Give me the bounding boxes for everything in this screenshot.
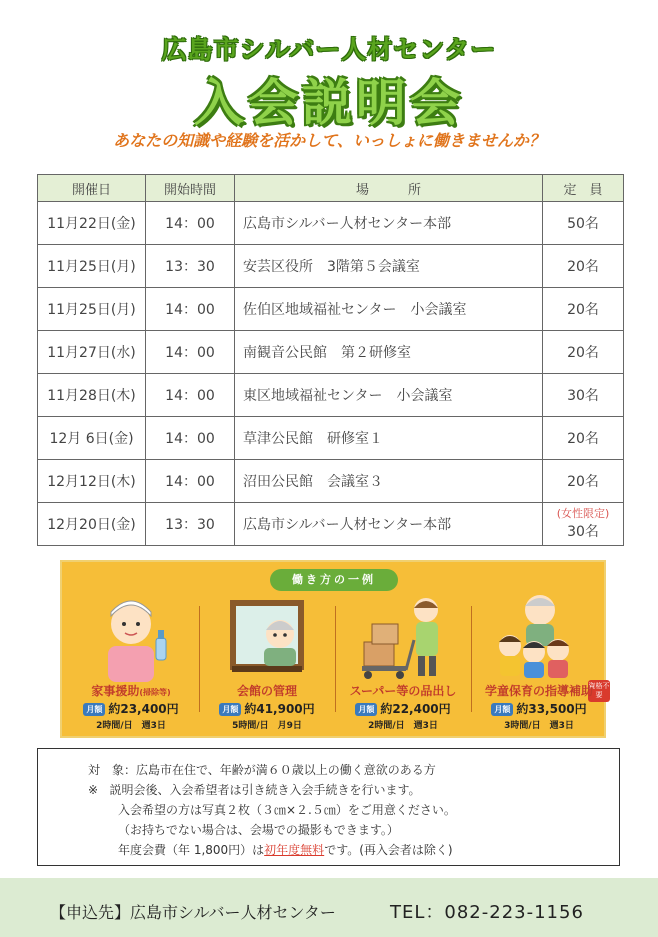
col-date-header: 開催日	[38, 175, 146, 202]
example-label: 学童保育の指導補助	[484, 684, 593, 698]
row-capacity: 20名	[543, 288, 624, 331]
table-row	[38, 374, 624, 417]
divider	[335, 606, 336, 712]
row-time: 14：00	[146, 202, 235, 245]
monthly-pay-badge: 月額	[355, 703, 377, 716]
row-place: 安芸区役所 3階第５会議室	[235, 245, 543, 288]
row-capacity: 20名	[543, 245, 624, 288]
row-time: 14：00	[146, 460, 235, 503]
work-examples-banner: 働き方の一例	[270, 569, 398, 591]
row-date: 12月 6日(金)	[38, 417, 146, 460]
row-date: 11月25日(月)	[38, 288, 146, 331]
example-card-after-school-care	[476, 582, 610, 731]
main-title: 入会説明会	[194, 74, 464, 132]
tagline: あなたの知識や経験を活かして、いっしょに働きませんか？	[113, 131, 545, 150]
example-label: 会館の管理	[236, 684, 297, 698]
free-first-year-highlight: 初年度無料	[264, 843, 325, 857]
after-school-care-illustration-icon	[494, 590, 584, 682]
row-time: 14：00	[146, 417, 235, 460]
women-only-note: (女性限定)	[556, 507, 610, 520]
stocking-illustration-icon	[358, 590, 448, 682]
col-time-header: 開始時間	[146, 175, 235, 202]
monthly-pay-badge: 月額	[219, 703, 241, 716]
example-schedule: 2時間/日 週3日	[96, 721, 166, 731]
example-card-stocking	[340, 582, 466, 730]
row-place: 広島市シルバー人材センター本部	[235, 503, 543, 546]
row-date: 12月12日(木)	[38, 460, 146, 503]
target-line	[88, 761, 436, 778]
row-place: 佐伯区地域福祉センター 小会議室	[235, 288, 543, 331]
row-time: 14：00	[146, 331, 235, 374]
note-mark: ※	[88, 783, 99, 797]
col-capacity-header: 定 員	[543, 175, 624, 202]
example-schedule: 3時間/日 週3日	[504, 721, 574, 731]
row-time: 13：30	[146, 245, 235, 288]
schedule-header-row	[38, 175, 624, 202]
row-date: 11月28日(木)	[38, 374, 146, 417]
row-capacity: 30名	[567, 524, 599, 540]
row-capacity: 50名	[543, 202, 624, 245]
row-capacity: 20名	[543, 460, 624, 503]
table-row	[38, 245, 624, 288]
row-place: 広島市シルバー人材センター本部	[235, 202, 543, 245]
example-pay: 月額 約41,900円	[204, 700, 330, 717]
fee-line: 年度会費（年 1,800円）は初年度無料です。(再入会者は除く)	[118, 843, 453, 857]
example-label: スーパー等の品出し	[349, 684, 457, 698]
table-row	[38, 331, 624, 374]
divider	[199, 606, 200, 712]
row-time: 14：00	[146, 374, 235, 417]
footer	[0, 878, 658, 937]
row-time: 13：30	[146, 503, 235, 546]
apply-to-label: 【申込先】広島市シルバー人材センター	[50, 903, 336, 922]
schedule-table	[37, 174, 624, 546]
info-box	[37, 748, 620, 866]
example-schedule: 5時間/日 月9日	[232, 721, 302, 731]
row-place: 沼田公民館 会議室３	[235, 460, 543, 503]
hall-management-illustration-icon	[222, 590, 312, 682]
row-time: 14：00	[146, 288, 235, 331]
row-capacity: 20名	[543, 417, 624, 460]
table-row	[38, 460, 624, 503]
row-capacity-cell	[543, 503, 624, 546]
org-title: 広島市シルバー人材センター	[161, 35, 497, 64]
row-date: 11月25日(月)	[38, 245, 146, 288]
example-card-housework	[68, 582, 194, 730]
row-date: 11月27日(水)	[38, 331, 146, 374]
note-line-1: ※ 説明会後、入会希望者は引き続き入会手続きを行います。	[88, 783, 421, 797]
table-row	[38, 417, 624, 460]
example-pay: 月額 約22,400円	[340, 700, 466, 717]
example-pay: 月額 約33,500円	[476, 700, 602, 717]
row-place: 草津公民館 研修室１	[235, 417, 543, 460]
example-schedule: 2時間/日 週3日	[368, 721, 438, 731]
table-row	[38, 202, 624, 245]
row-date: 12月20日(金)	[38, 503, 146, 546]
row-place: 南観音公民館 第２研修室	[235, 331, 543, 374]
table-row	[38, 288, 624, 331]
note-line-2: 入会希望の方は写真２枚（３㎝×２.５㎝）をご用意ください。	[118, 803, 456, 817]
housework-illustration-icon	[86, 590, 176, 682]
example-pay: 月額 約23,400円	[68, 700, 194, 717]
note-line-3: （お持ちでない場合は、会場での撮影もできます。）	[118, 823, 399, 837]
row-capacity: 20名	[543, 331, 624, 374]
phone-number[interactable]: TEL：082-223-1156	[390, 902, 584, 923]
monthly-pay-badge: 月額	[83, 703, 105, 716]
monthly-pay-badge: 月額	[491, 703, 513, 716]
col-place-header: 場 所	[235, 175, 543, 202]
table-row	[38, 503, 624, 546]
target-label: 対 象：	[88, 763, 137, 777]
divider	[471, 606, 472, 712]
work-examples-panel	[60, 560, 610, 738]
target-text: 広島市在住で、年齢が満６０歳以上の働く意欲のある方	[136, 763, 436, 777]
row-date: 11月22日(金)	[38, 202, 146, 245]
qualification-badge: 資格不要	[588, 680, 610, 702]
example-label: 家事援助(掃除等)	[91, 684, 171, 698]
row-place: 東区地域福祉センター 小会議室	[235, 374, 543, 417]
row-capacity: 30名	[543, 374, 624, 417]
example-card-hall-management	[204, 582, 330, 730]
